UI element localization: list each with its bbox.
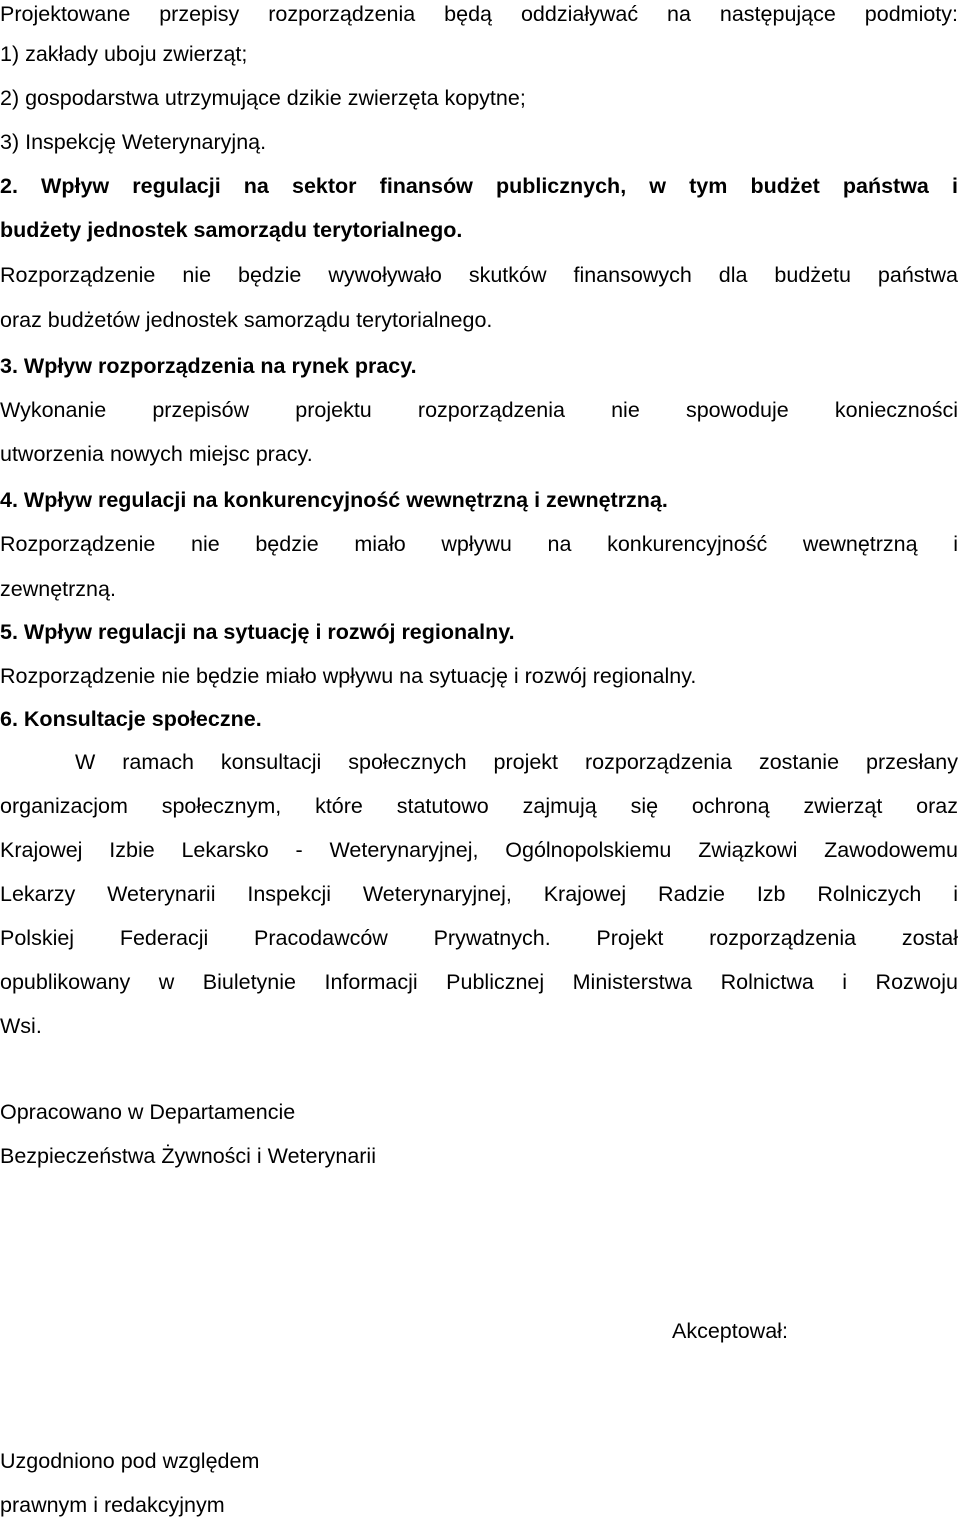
section-2-body: oraz budżetów jednostek samorządu terytorialnego. [0,308,493,332]
section-5-body: Rozporządzenie nie będzie miało wpływu na sytuację i rozwój regionalny. [0,664,697,688]
prepared-by: Bezpieczeństwa Żywności i Weterynarii [0,1144,376,1168]
section-6-body: opublikowany w Biuletynie Informacji Publicznej Ministerstwa Rolnictwa i Rozwoju [0,970,958,994]
intro-line: Projektowane przepisy rozporządzenia będą oddziaływać na następujące podmioty: [0,2,958,26]
intro-line: 1) zakłady uboju zwierząt; [0,42,248,66]
intro-line: 2) gospodarstwa utrzymujące dzikie zwierzęta kopytne; [0,86,526,110]
section-3-body: Wykonanie przepisów projektu rozporządzenia nie spowoduje konieczności [0,398,958,422]
section-6-body: W ramach konsultacji społecznych projekt rozporządzenia zostanie przesłany [75,750,958,774]
section-4-body: Rozporządzenie nie będzie miało wpływu na konkurencyjność wewnętrzną i [0,532,958,556]
section-4-heading: 4. Wpływ regulacji na konkurencyjność wewnętrzną i zewnętrzną. [0,488,668,512]
agreed-label: Uzgodniono pod względem [0,1449,260,1473]
section-3-heading: 3. Wpływ rozporządzenia na rynek pracy. [0,354,417,378]
section-6-body: Polskiej Federacji Pracodawców Prywatnych. Projekt rozporządzenia został [0,926,958,950]
section-4-body: zewnętrzną. [0,577,116,601]
section-2-heading: budżety jednostek samorządu terytorialnego. [0,218,463,242]
section-6-heading: 6. Konsultacje społeczne. [0,707,262,731]
section-6-body: organizacjom społecznym, które statutowo zajmują się ochroną zwierząt oraz [0,794,958,818]
section-5-heading: 5. Wpływ regulacji na sytuację i rozwój regionalny. [0,620,515,644]
section-2-heading: 2. Wpływ regulacji na sektor finansów publicznych, w tym budżet państwa i [0,174,958,198]
prepared-by: Opracowano w Departamencie [0,1100,296,1124]
section-6-body: Krajowej Izbie Lekarsko - Weterynaryjnej, Ogólnopolskiemu Związkowi Zawodowemu [0,838,958,862]
accepted-label: Akceptował: [672,1319,788,1343]
section-6-body: Lekarzy Weterynarii Inspekcji Weterynaryjnej, Krajowej Radzie Izb Rolniczych i [0,882,958,906]
intro-line: 3) Inspekcję Weterynaryjną. [0,130,267,154]
section-2-body: Rozporządzenie nie będzie wywoływało skutków finansowych dla budżetu państwa [0,263,958,287]
section-6-body: Wsi. [0,1014,42,1038]
agreed-label: prawnym i redakcyjnym [0,1493,225,1517]
section-3-body: utworzenia nowych miejsc pracy. [0,442,313,466]
